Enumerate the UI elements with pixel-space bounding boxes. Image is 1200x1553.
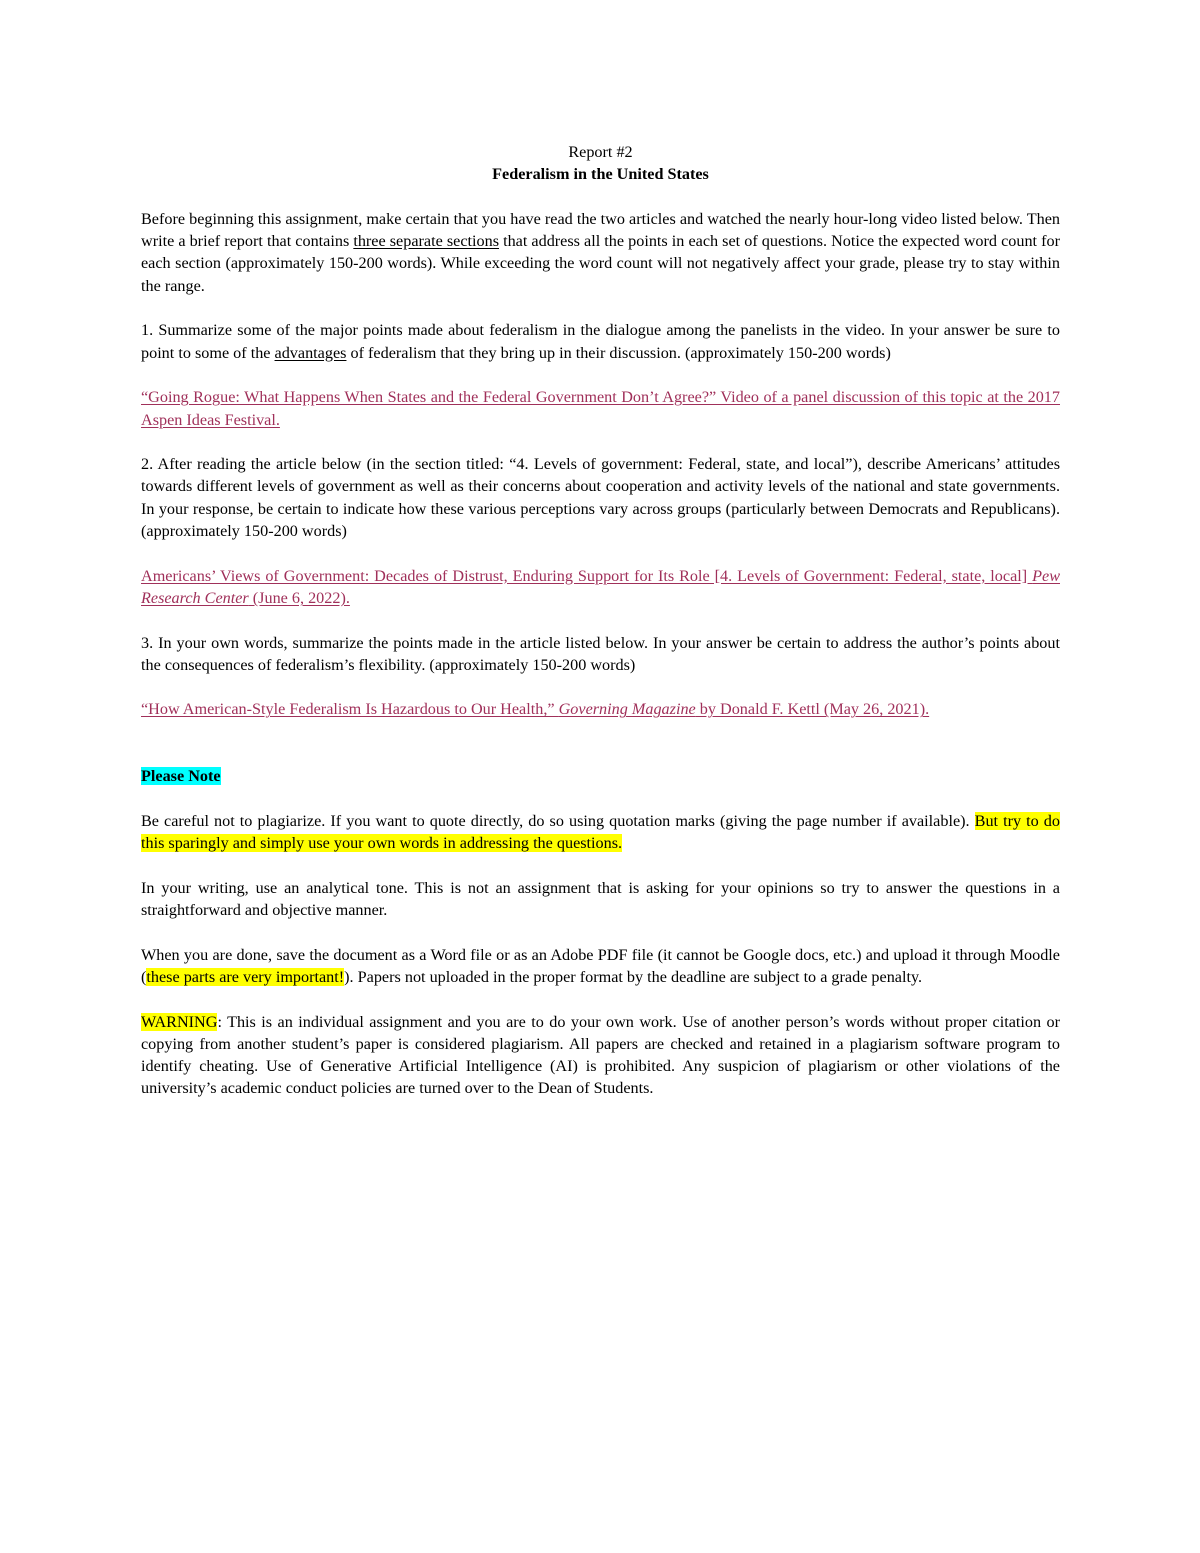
upload-paragraph: When you are done, save the document as a Word file or as an Adobe PDF file (it cannot be Google docs, etc.) and upload it through Moodle (these parts are very important!). Papers not uploaded in the proper format by the deadline are subject to a grade penalty. [141,945,1060,986]
plagiarism-paragraph: Be careful not to plagiarize. If you want to quote directly, do so using quotation marks (giving the page number if available). But try to do this sparingly and simply use your own words in addressing the questions. [141,811,1060,853]
tone-paragraph: In your writing, use an analytical tone. This is not an assignment that is asking for your opinions so try to answer the questions in a straightforward and objective manner. [141,878,1060,920]
underlined-three-sections: three separate sections [353,232,499,251]
link-pew-research[interactable]: Americans’ Views of Government: Decades of Distrust, Enduring Support for Its Role [4. Levels of Government: Federal, state, local] Pew Research Center (June 6, 2022). [141,566,1060,607]
page-title: Federalism in the United States [492,165,709,184]
please-note-heading: Please Note [141,767,221,786]
report-number: Report #2 [568,143,633,161]
question-2: 2. After reading the article below (in the section titled: “4. Levels of government: Federal, state, and local”), describe Americans’ attitudes towards different levels of government as well as their concerns about cooperation and activity levels of the national and state governments. In your response, be certain to indicate how these various perceptions vary across groups (particularly between Democrats and Republicans). (approximately 150-200 words) [141,455,1060,541]
highlight-own-words: But try to do this sparingly and simply use your own words in addressing the questions. [141,811,1060,853]
link-video-going-rogue[interactable]: “Going Rogue: What Happens When States and the Federal Government Don’t Agree?” Video of a panel discussion of this topic at the 2017 Aspen Ideas Festival. [141,388,1060,429]
link-governing-magazine[interactable]: “How American-Style Federalism Is Hazardous to Our Health,” Governing Magazine by Donald F. Kettl (May 26, 2021). [141,700,930,719]
intro-paragraph: Before beginning this assignment, make certain that you have read the two articles and watched the nearly hour-long video listed below. Then write a brief report that contains three separate sections that address all the points in each set of questions. Notice the expected word count for each section (approximately 150-200 words). While exceeding the word count will not negatively affect your grade, please try to stay within the range. [141,209,1060,295]
warning-label: WARNING [141,1012,218,1031]
underlined-advantages: advantages [274,343,347,362]
question-1: 1. Summarize some of the major points made about federalism in the dialogue among the panelists in the video. In your answer be sure to point to some of the advantages of federalism that they bring up in their discussion. (approximately 150-200 words) [141,321,1060,362]
warning-paragraph: WARNING: This is an individual assignment and you are to do your own work. Use of another person’s words without proper citation or copying from another student’s paper is considered plagiarism. All papers are checked and retained in a plagiarism software program to identify cheating. Use of Generative Artificial Intelligence (AI) is prohibited. Any suspicion of plagiarism or other violations of the university’s academic conduct policies are turned over to the Dean of Students. [141,1012,1060,1098]
question-3: 3. In your own words, summarize the points made in the article listed below. In your answer be certain to address the author’s points about the consequences of federalism’s flexibility. (approximately 150-200 words) [141,633,1060,674]
highlight-important: these parts are very important! [146,967,345,986]
